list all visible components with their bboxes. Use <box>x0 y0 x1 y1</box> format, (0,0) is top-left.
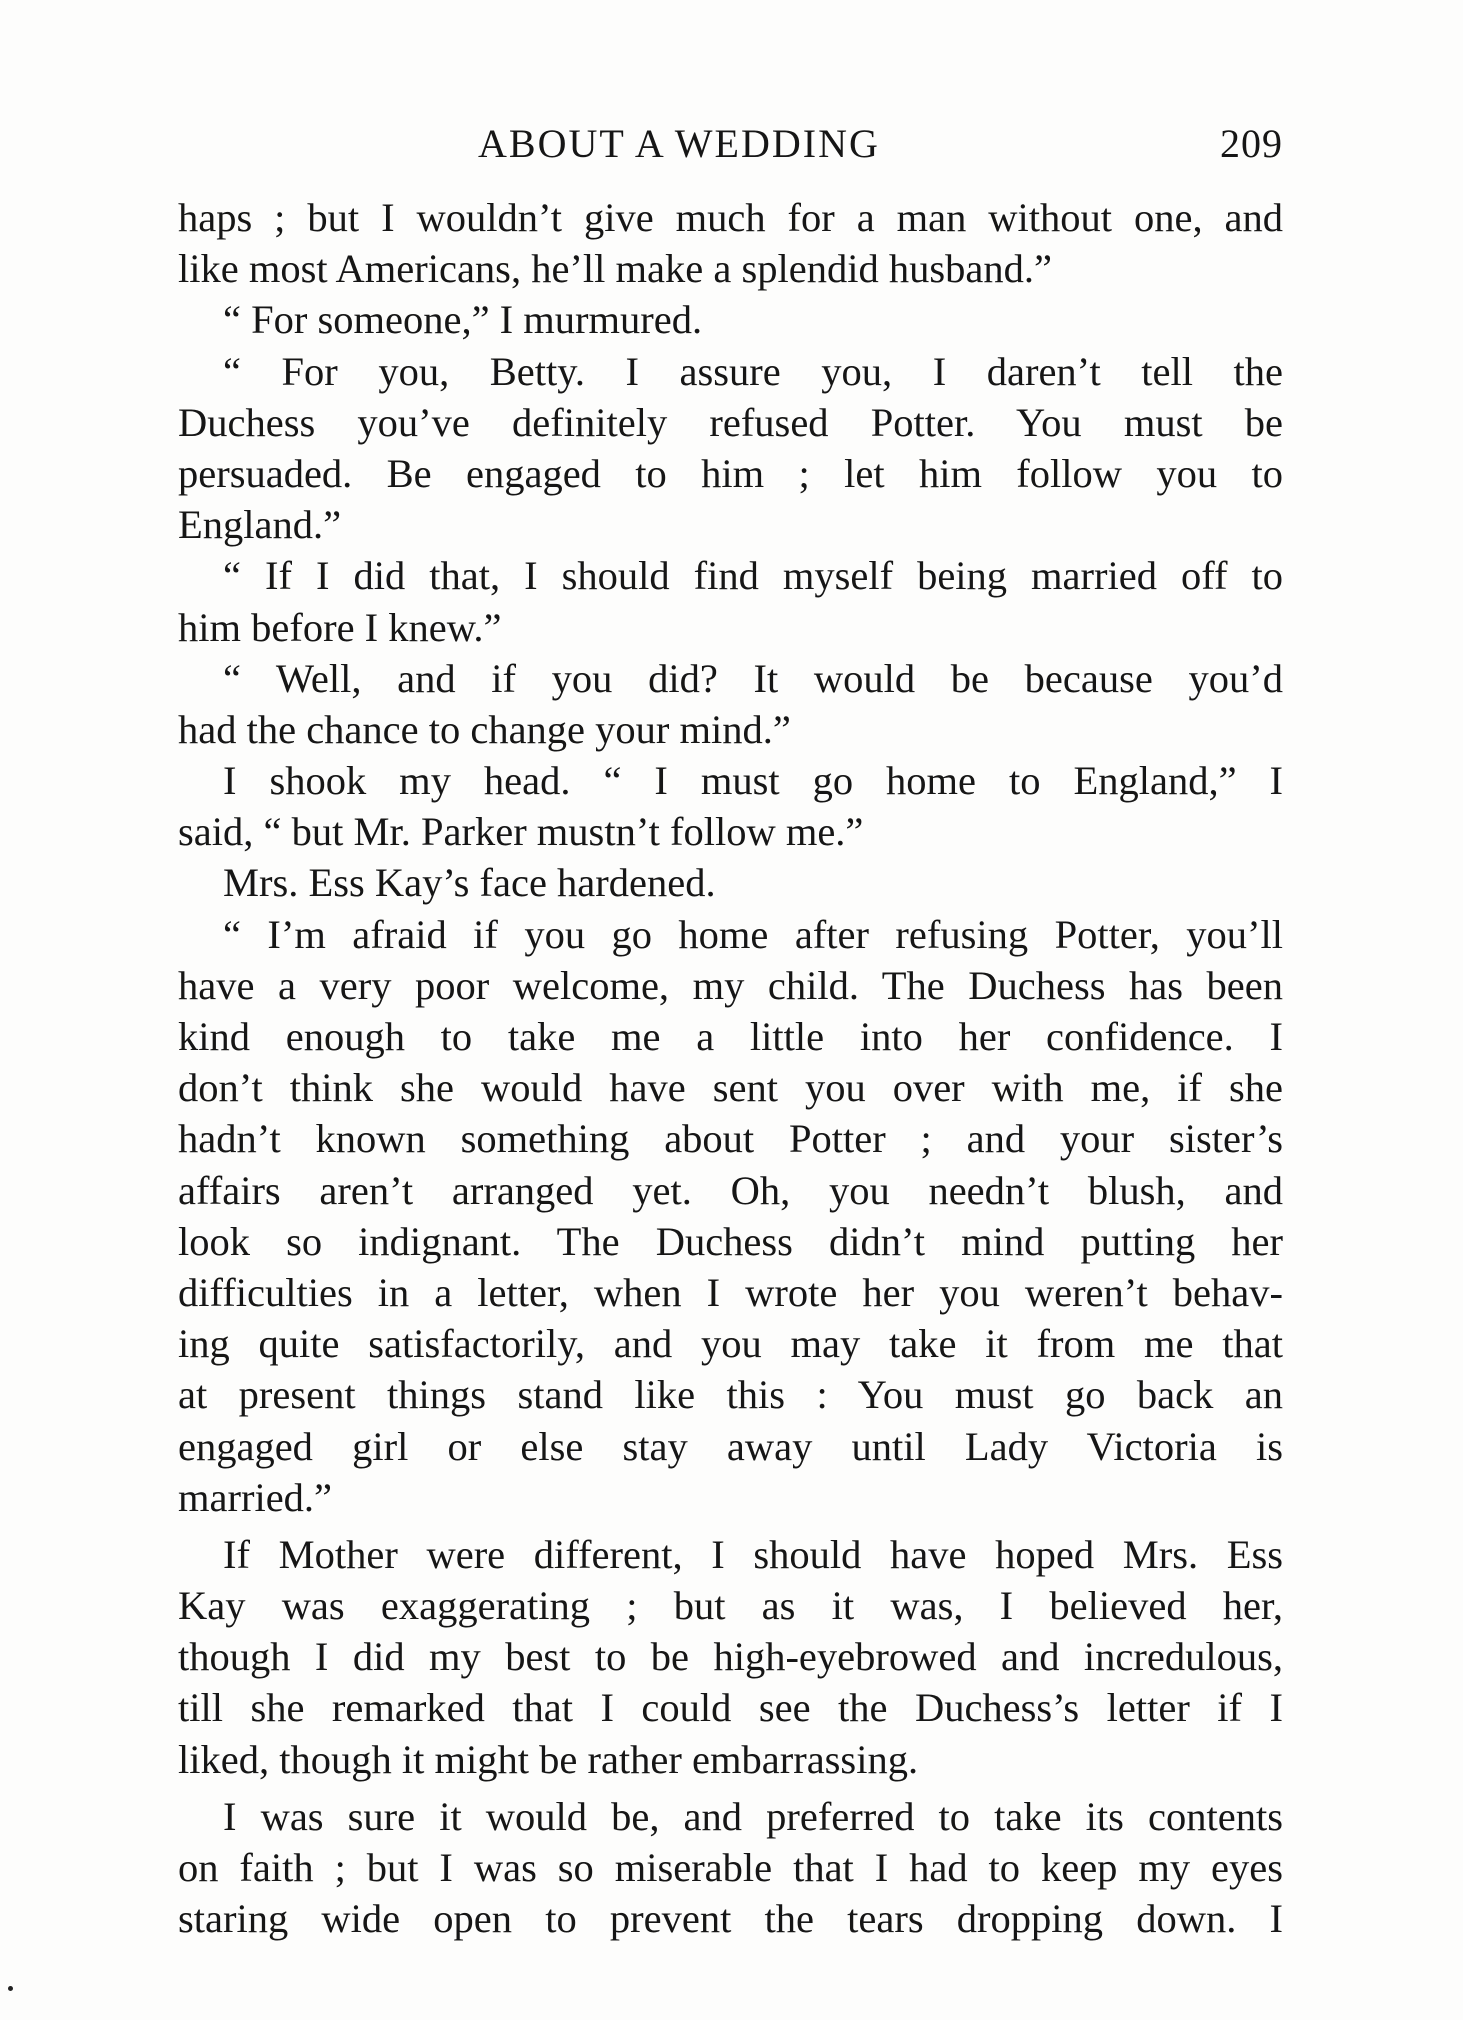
text-line: Duchess you’ve definitely refused Potter. You must be <box>178 399 1283 445</box>
body-text <box>178 192 1283 1944</box>
text-line: persuaded. Be engaged to him ; let him follow you to <box>178 450 1283 496</box>
text-line: said, “ but Mr. Parker mustn’t follow me.” <box>178 809 864 855</box>
text-line: at present things stand like this : You must go back an <box>178 1372 1283 1418</box>
text-line: hadn’t known something about Potter ; and your sister’s <box>178 1116 1283 1162</box>
text-line: ing quite satisfactorily, and you may take it from me that <box>178 1321 1283 1367</box>
text-line: “ For someone,” I murmured. <box>223 297 703 343</box>
text-line: don’t think she would have sent you over with me, if she <box>178 1065 1283 1111</box>
text-line: “ I’m afraid if you go home after refusing Potter, you’ll <box>223 911 1283 957</box>
stray-ink-mark <box>8 1986 13 1991</box>
text-line: I shook my head. “ I must go home to England,” I <box>223 758 1283 804</box>
text-line: haps ; but I wouldn’t give much for a man without one, and <box>178 195 1283 240</box>
chapter-title: ABOUT A WEDDING <box>478 121 880 166</box>
text-line: look so indignant. The Duchess didn’t mind putting her <box>178 1218 1283 1264</box>
text-line: Mrs. Ess Kay’s face hardened. <box>223 860 716 906</box>
text-line: “ If I did that, I should find myself being married off to <box>223 553 1283 599</box>
text-line: “ Well, and if you did? It would be because you’d <box>223 655 1283 701</box>
running-head <box>178 120 1283 180</box>
text-line: on faith ; but I was so miserable that I had to keep my eyes <box>178 1845 1283 1890</box>
text-line: kind enough to take me a little into her confidence. I <box>178 1014 1283 1059</box>
text-line: England.” <box>178 502 342 548</box>
text-line: affairs aren’t arranged yet. Oh, you needn’t blush, and <box>178 1167 1283 1213</box>
text-line: “ For you, Betty. I assure you, I daren’t tell the <box>223 348 1283 394</box>
text-line: till she remarked that I could see the Duchess’s letter if I <box>178 1685 1283 1731</box>
text-line: married.” <box>178 1474 333 1520</box>
text-line: liked, though it might be rather embarrassing. <box>178 1736 919 1782</box>
text-line: difficulties in a letter, when I wrote her you weren’t behav- <box>178 1269 1283 1315</box>
page-number: 209 <box>1220 121 1283 166</box>
text-line: him before I knew.” <box>178 604 502 650</box>
text-line: have a very poor welcome, my child. The Duchess has been <box>178 962 1283 1008</box>
text-line: though I did my best to be high-eyebrowed and incredulous, <box>178 1634 1283 1680</box>
text-line: If Mother were different, I should have hoped Mrs. Ess <box>223 1531 1283 1577</box>
text-line: had the chance to change your mind.” <box>178 706 791 752</box>
text-line: Kay was exaggerating ; but as it was, I believed her, <box>178 1583 1283 1629</box>
text-line: engaged girl or else stay away until Lady Victoria is <box>178 1423 1283 1469</box>
text-line: staring wide open to prevent the tears dropping down. I <box>178 1896 1283 1942</box>
text-line: like most Americans, he’ll make a splendid husband.” <box>178 246 1052 292</box>
text-line: I was sure it would be, and preferred to take its contents <box>223 1793 1283 1839</box>
